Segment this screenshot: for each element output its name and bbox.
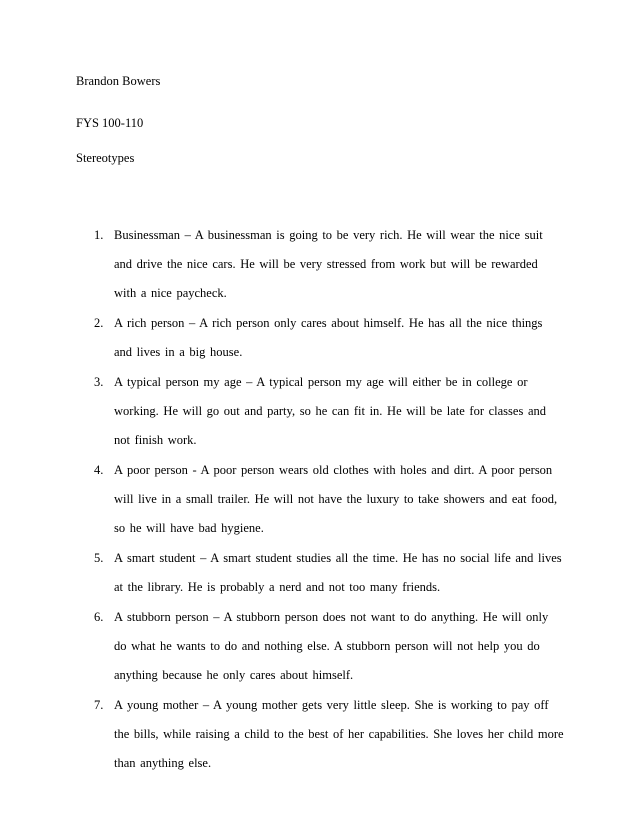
course-code: FYS 100-110	[76, 116, 144, 130]
list-item-number: 7.	[94, 698, 104, 712]
list-item-number: 2.	[94, 316, 104, 330]
list-item-number: 4.	[94, 463, 104, 477]
list-item-text: A stubborn person – A stubborn person does not want to do anything. He will only do what he wants to do and nothing else. A stubborn person will not help you do anything because he only cares about himself.	[114, 610, 549, 682]
list-item-text: A young mother – A young mother gets very little sleep. She is working to pay off the bills, while raising a child to the best of her capabilities. She loves her child more than anything else.	[114, 698, 564, 770]
list-item-text: Businessman – A businessman is going to be very rich. He will wear the nice suit and drive the nice cars. He will be very stressed from work but will be rewarded with a nice paycheck.	[114, 228, 543, 300]
list-item	[94, 456, 564, 543]
list-item-number: 1.	[94, 228, 104, 242]
list-item-text: A rich person – A rich person only cares about himself. He has all the nice things and lives in a big house.	[114, 316, 543, 359]
list-item-text: A typical person my age – A typical person my age will either be in college or working. He will go out and party, so he can fit in. He will be late for classes and not finish work.	[114, 375, 546, 447]
list-item	[94, 221, 564, 308]
list-item-number: 6.	[94, 610, 104, 624]
list-item-number: 3.	[94, 375, 104, 389]
list-item	[94, 603, 564, 690]
list-item-number: 5.	[94, 551, 104, 565]
document-title: Stereotypes	[76, 151, 135, 165]
list-item-text: A poor person - A poor person wears old clothes with holes and dirt. A poor person will live in a small trailer. He will not have the luxury to take showers and eat food, so he will have bad hygiene.	[114, 463, 558, 535]
author-name: Brandon Bowers	[76, 74, 161, 88]
list-item	[94, 544, 564, 602]
list-item	[94, 691, 564, 778]
list-item	[94, 368, 564, 455]
stereotype-list	[94, 221, 564, 779]
list-item	[94, 309, 564, 367]
list-item-text: A smart student – A smart student studies all the time. He has no social life and lives at the library. He is probably a nerd and not too many friends.	[114, 551, 562, 594]
